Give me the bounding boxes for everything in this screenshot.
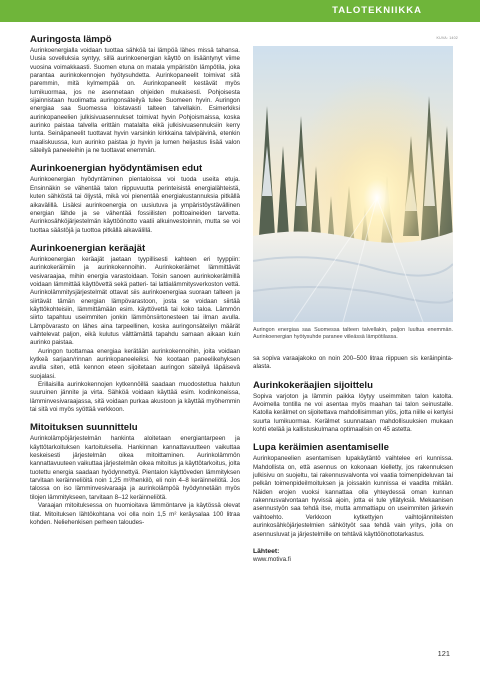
- section-heading: Aurinkokeräajien sijoittelu: [253, 379, 373, 391]
- section-heading: Lupa keräimien asentamiselle: [253, 442, 389, 454]
- section-mitoitus: [30, 422, 240, 527]
- section-sijoittelu: [253, 380, 453, 435]
- winter-forest-photo: [253, 46, 453, 322]
- section-hyodyntamisen-edut: [30, 163, 240, 234]
- paragraph: Aurinkolämpöjärjestelmän hankinta aloitetaan energiantarpeen ja käyttötarkoituksen kartoituksella. Hankinnan kannattavuutteen vaikuttaa keskeisesti järjestelmän oikea mitoittaminen. Aurinkolämmön kannattavuuteen vaikuttaa järjestelmän oikea mitoitus ja käyttötarkoitus, jolta tuotettu energia saadaan hyödynnettyä. Pientalon käyttöveden lämmityksen tarvitaan keräinneliöitä noin 1,25 m²/henkilö, eli noin 4–8 keräinneliötä. Jos talossa on iso lämminvesivaraaja ja aurinkolämpöä hyödynnetään myös tilojen lämmitykseen, tarvitaan 8–12 keräinneliötä.: [30, 435, 240, 501]
- paragraph: Erillaisilla aurinkokennojen kytkennöillä saadaan muodostettua halutun suuruinen jännite ja virta. Sähköä voidaan käyttää esim. kodinkoneissa, lämminvesivaraajassa, sitä voidaan purkaa akustoon ja käyttää myöhemmin tai sitä voi myös syöttää verkkoon.: [30, 381, 240, 414]
- section-auringosta-lampo: [30, 34, 240, 155]
- paragraph: Varaajan mitoituksessa on huomioitava lämmöntarve ja käytössä olevat tilat. Mitoituksen lähtökohtana voi olla noin 1,5 m² keräysalaa 100 litraa kohden. Neliehenkisen perheen taloudes-: [30, 502, 240, 526]
- sources-link[interactable]: www.motiva.fi: [253, 555, 291, 563]
- winter-forest-image: [253, 46, 453, 322]
- section-heading: Aurinkoenergian hyödyntämisen edut: [30, 163, 203, 175]
- section-lupa: [253, 442, 453, 538]
- photo-caption: Auringon energiaa saa Suomessa talteen talvellakin, paljon luultua enemmän. Aurinkoenergian hyötysuhde paranee viileässä lämpötilassa.: [253, 327, 453, 340]
- sources-label: Lähteet:: [253, 547, 280, 555]
- paragraph: Aurinkoenergian hyödyntäminen pientaloissa voi tuoda useita etuja. Ensinnäkin se vähentää talon riippuvuutta perinteisistä energialähteistä, kuten sähköstä tai öljystä, mikä voi pienentää energiakustannuksia pitkällä aikavälillä. Lisäksi aurinkoenergia on uusiutuva ja ympäristöystävällinen energian lähde ja se vähentää fossiilisten polttoaineiden tarvetta. Aurinkosähköjärjestelmän käyttöönotto vaatii alkuinvestoinnin, mutta se voi tuottaa säästöjä ja tuottoa pitkällä aikavälillä.: [30, 176, 240, 234]
- right-column-text: [253, 355, 453, 564]
- section-heading: Auringosta lämpö: [30, 34, 112, 45]
- photo-credit: KUVA: 1402: [436, 36, 458, 40]
- left-column: [30, 34, 240, 535]
- section-mitoitus-continued: [253, 355, 453, 372]
- page-number: 121: [437, 649, 450, 658]
- section-heading: Mitoituksen suunnittelu: [30, 422, 138, 434]
- section-heading: Aurinkoenergian keräajät: [30, 242, 146, 254]
- paragraph: Sopiva varjoton ja lämmin paikka löytyy useimmiten talon katolta. Avoimella tontilla ne voi asentaa myös maahan tai talon seinustalle. Katolla kerälmet on sijoitettava mahdollisimman ylös, jotta niille ei kertyisi suurta lumikuormaa. Kerälmet suunnataan mahdollisuuksien mukaan kohti etelää ja kallistuskulmana optimaalisin on 45 astetta.: [253, 392, 453, 434]
- right-column: [253, 34, 453, 564]
- paragraph: Aurinkoenergian keräajät jaetaan tyypillisesti kahteen eri tyyppiin: aurinkokeräimiin ja aurinkokennoihin. Aurinkokeräimet lämmittävät vesivaraajaa, mihin energia varastoidaan. Toisin sanoen aurinkokerälmillä voidaan lämmittää käyttövettä sekä patteri- tai lattialämmitysverkoston vettä. Aurinkolämmitysjärjestelmät ottavat siis aurinkoenergiaa suoraan talteen ja siirtävät tämän energian lämpövarastoon, josta se voidaan siirtää käyttökohteisiin, lämmittämään esim. käyttövettä tai koko taloa. Lämmön siirto tapahtuu useimmiten jonkin lämmönsiirtonesteen tai ilman avulla. Lämpövarasto on lähes aina tarpeellinen, koska auringonsäteilyn määrät vaihtelevat paljon, eikä kulutus välttämättä tapahdu samaan aikaan kuin aurinko paistaa.: [30, 255, 240, 347]
- section-keraajat: [30, 243, 240, 415]
- sources: [253, 547, 453, 564]
- paragraph: sa sopiva varaajakoko on noin 200–500 litraa riippuen sis keräinpinta-alasta.: [253, 355, 453, 371]
- paragraph: Aurinkoenergialla voidaan tuottaa sähköä tai lämpöä lähes missä tahansa. Uusia sovelluksia syntyy, sillä aurinkoenergian käyttö on lisääntynyt viime vuosina voimakkaasti. Suomen etuna on matala ympäristön lämpötila, joka parantaa aurinkokennojen hyötysuhdetta. Aurinkopaneelit toimivat sitä paremmin, mitä kylmempää on. Aurinkopaneelit kestävät myös lumikuormaa, jos ne asennetaan ohjeiden mukaisesti. Pohjoisesta sijainnistaan huolimatta auringonsäteilyä tulee Suomeen hyvin. Auringon energiaa saa Suomessa loistavasti talteen talvellakin. Esimerkiksi aurinkopaneelien julkisivuasennukset toimivat hyvin Pohjoismaissa, koska aurinko paistaa talvella erittäin matalalta eikä julkisivuasennuksiin kerry lunta. Seinäpaneelit tuottavat hyvin varsinkin kirkkaina talvipäivinä, etenkin maaliskuussa, kun aurinko paistaa jo hyvin ja lumen heijastus lisää valon säteilyä paneeleihin ja ne tuottavat enemmän.: [30, 47, 240, 155]
- section-header-band: [0, 0, 480, 22]
- section-tag: TALOTEKNIIKKA: [332, 5, 422, 16]
- paragraph: Aurinkopaneelien asentamisen lupakäytäntö vaihtelee eri kunnissa. Mahdollista on, että asennus on kokonaan kielletty, jos rakennuksen julkisivu on suojeltu, tai rakennusvalvonta voi vaatia toimenpideluvan tai pelkän toimenpideilmoituksen ja joissakin kunnissa ei vaadita mitään. Näiden erojen vuoksi kannattaa olla yhteydessä oman kunnan rakennusvalvontaan hyvissä ajoin, jotta ei tule yllätyksiä. Mekaanisen asennustyön saa tehdä itse, mutta ammattiapu on useimmiten järkevin vaihtoehto. Verkkoon kytkettyjen vaihtojänniteisten aurinkosähköjärjestelmien sähkötyöt saa tehdä vain yritys, jolla on asennusluvat ja järjestelmille on tehtävä käyttöönottotarkastus.: [253, 455, 453, 538]
- paragraph: Auringon tuottamaa energiaa kerätään aurinkokennoihin, joita voidaan kytkeä sarjaan/rinnan aurinkopaneeleiksi. Ne kootaan paneelikehyksen avulla siten, että kennon eteen sijoitetaan auringon säteilyä läpäisevä suojalasi.: [30, 347, 240, 380]
